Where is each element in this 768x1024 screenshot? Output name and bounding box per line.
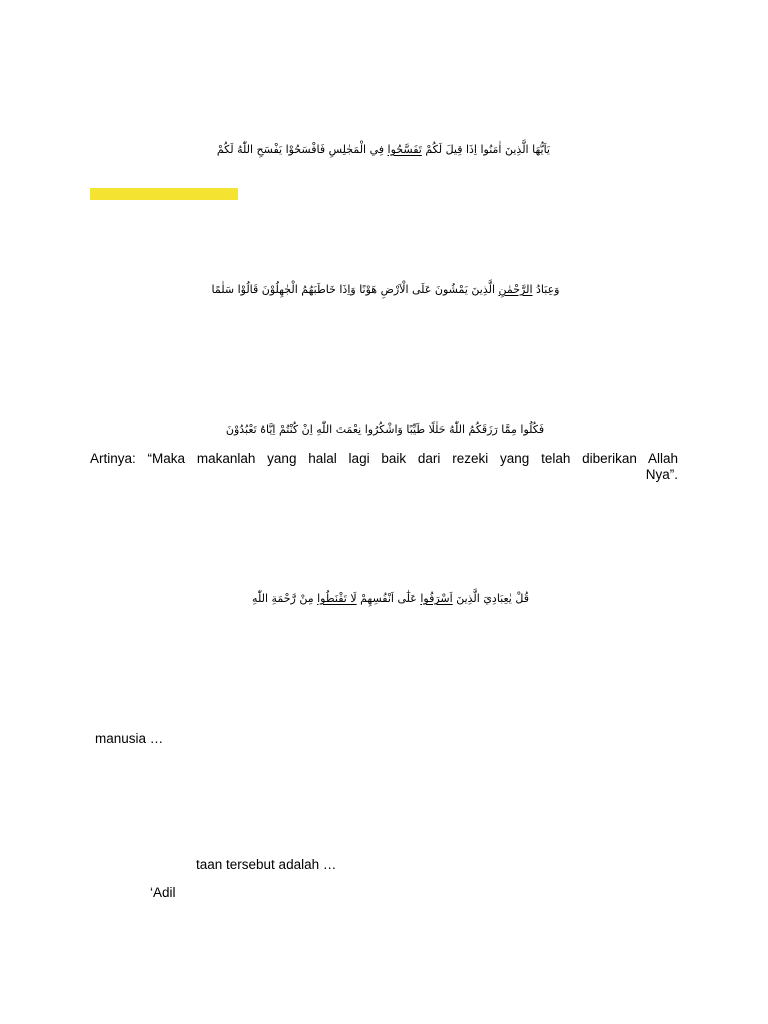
verse-2-underlined: الرَّحْمٰنِ bbox=[498, 283, 533, 296]
verse-1-pre: يَاَيُّهَا الَّذِينَ اٰمَنُوا اِذَا قِيلَ لَكُمْ bbox=[421, 143, 550, 156]
fragment-taan: taan tersebut adalah … bbox=[196, 857, 337, 872]
verse-2-post: الَّذِينَ يَمْشُونَ عَلَى الْاَرْضِ هَوْنًا وَاِذَا خَاطَبَهُمُ الْجٰهِلُوْنَ قَالُوْا سَلٰمًا bbox=[211, 283, 499, 296]
translation-line-2: Nya”. bbox=[645, 467, 678, 482]
arabic-verse-2 bbox=[198, 283, 573, 296]
arabic-verse-4 bbox=[248, 592, 533, 605]
arabic-verse-1 bbox=[216, 143, 550, 156]
verse-4-mid: عَلٰٓى اَنْفُسِهِمْ bbox=[356, 592, 421, 605]
verse-3-text: فَكُلُوا مِمَّا رَزَقَكُمُ اللّٰهُ حَلٰلًا طَيِّبًا وَاشْكُرُوا نِعْمَتَ اللّٰهِ اِنْ كُنْتُمْ اِيَّاهُ تَعْبُدُوْنَ bbox=[225, 423, 545, 436]
verse-1-underlined: تَفَسَّحُوا bbox=[387, 143, 422, 156]
fragment-adil: ‘Adil bbox=[150, 885, 176, 900]
verse-1-post: فِي الْمَجٰلِسِ فَافْسَحُوْا يَفْسَحِ اللّٰهُ لَكُمْ bbox=[216, 143, 388, 156]
translation-line-1: Artinya: “Maka makanlah yang halal lagi baik dari rezeki yang telah diberikan Allah bbox=[90, 451, 678, 466]
highlight-bar bbox=[90, 188, 238, 200]
arabic-verse-3 bbox=[220, 423, 550, 436]
verse-4-post: مِنْ رَّحْمَةِ اللّٰهِ bbox=[252, 592, 318, 605]
verse-4-underlined-1: اَسْرَفُوا bbox=[420, 592, 453, 605]
verse-4-underlined-2: لَا تَقْنَطُوا bbox=[317, 592, 357, 605]
fragment-manusia: manusia … bbox=[95, 731, 164, 746]
verse-4-pre: قُلْ يٰعِبَادِيَ الَّذِينَ bbox=[452, 592, 529, 605]
verse-2-pre: وَعِبَادُ bbox=[532, 283, 560, 296]
